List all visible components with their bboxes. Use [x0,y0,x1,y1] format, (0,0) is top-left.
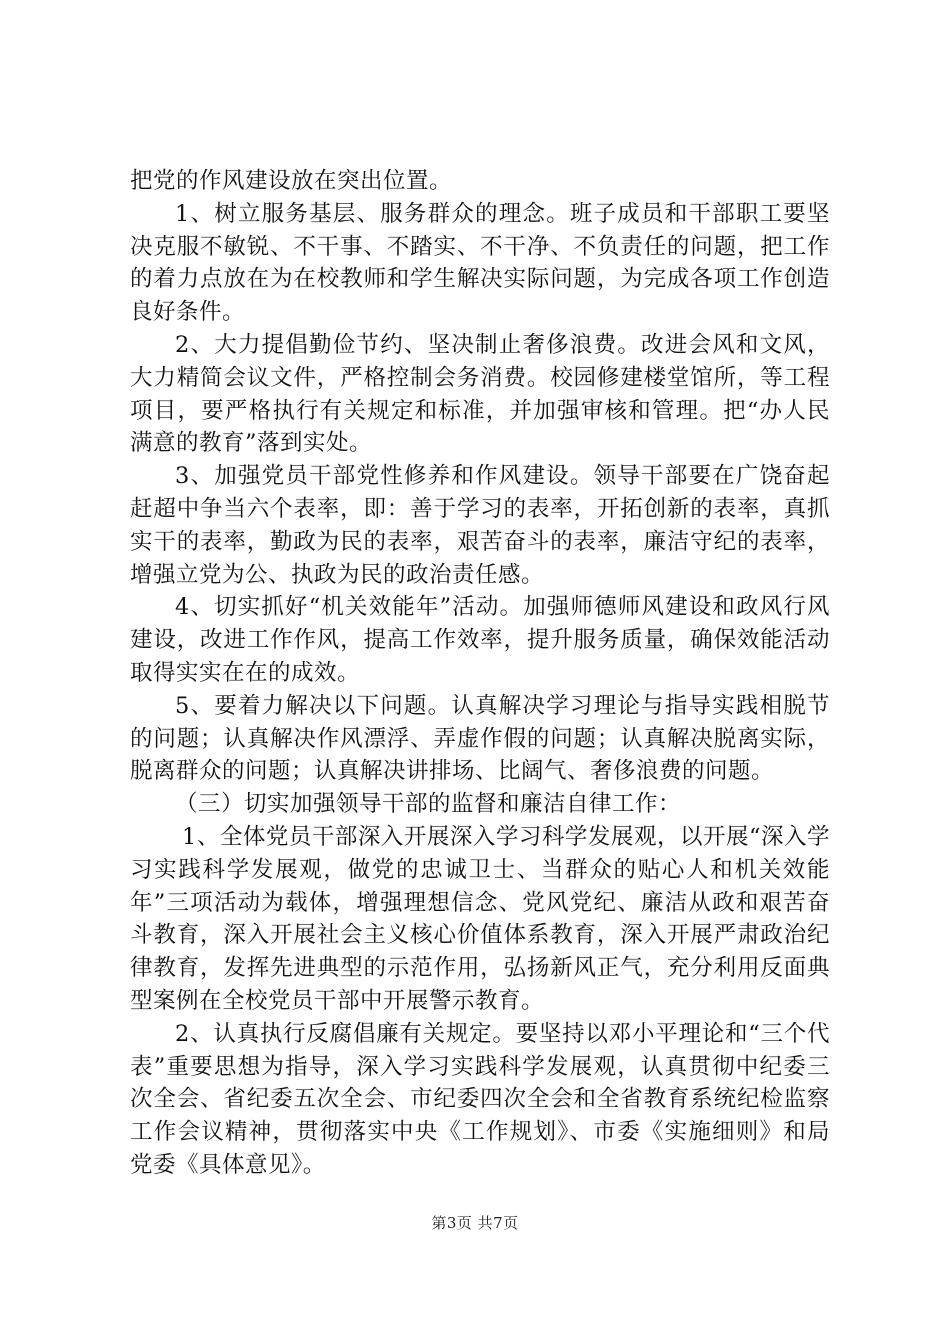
paragraph-item-4: 4、切实抓好“机关效能年”活动。加强师德师风建设和政风行风建设，改进工作作风，提高工作效率，提升服务质量，确保效能活动取得实实在在的成效。 [130,594,830,686]
paragraph-item-3: 3、加强党员干部党性修养和作风建设。领导干部要在广饶奋起赶超中争当六个表率，即：善于学习的表率，开拓创新的表率，真抓实干的表率，勤政为民的表率，艰苦奋斗的表率，廉洁守纪的表率，增强立党为公、执政为民的政治责任感。 [130,463,830,588]
paragraph-item-1: 1、树立服务基层、服务群众的理念。班子成员和干部职工要坚决克服不敏锐、不干事、不踏实、不干净、不负责任的问题，把工作的着力点放在为在校教师和学生解决实际问题，为完成各项工作创造良好条件。 [130,200,830,326]
paragraph-item-5: 5、要着力解决以下问题。认真解决学习理论与指导实践相脱节的问题；认真解决作风漂浮、弄虚作假的问题；认真解决脱离实际，脱离群众的问题；认真解决讲排场、比阔气、奢侈浪费的问题。 [130,692,830,785]
paragraph-section3-item-1: 1、全体党员干部深入开展深入学习科学发展观，以开展“深入学习实践科学发展观，做党的忠诚卫士、当群众的贴心人和机关效能年”三项活动为载体，增强理想信念、党风党纪、廉洁从政和艰苦奋斗教育，深入开展社会主义核心价值体系教育，深入开展严肃政治纪律教育，发挥先进典型的示范作用，弘扬新风正气，充分利用反面典型案例在全校党员干部中开展警示教育。 [130,823,830,1014]
paragraph-item-2: 2、大力提倡勤俭节约、坚决制止奢侈浪费。改进会风和文风，大力精简会议文件，严格控制会务消费。校园修建楼堂馆所，等工程项目，要严格执行有关规定和标准，并加强审核和管理。把“办人民满意的教育”落到实处。 [130,331,830,457]
paragraph-continuation: 把党的作风建设放在突出位置。 [130,168,453,194]
page-footer: 第3页 共7页 [431,1214,519,1232]
section-heading-3: （三）切实加强领导干部的监督和廉洁自律工作： [175,791,682,818]
document-body [130,165,830,1182]
paragraph-section3-item-2: 2、认真执行反腐倡廉有关规定。要坚持以邓小平理论和“三个代表”重要思想为指导，深入学习实践科学发展观，认真贯彻中纪委三次全会、省纪委五次全会、市纪委四次全会和全省教育系统纪检监察工作会议精神，贯彻落实中央《工作规划》、市委《实施细则》和局党委《具体意见》。 [130,1020,830,1178]
